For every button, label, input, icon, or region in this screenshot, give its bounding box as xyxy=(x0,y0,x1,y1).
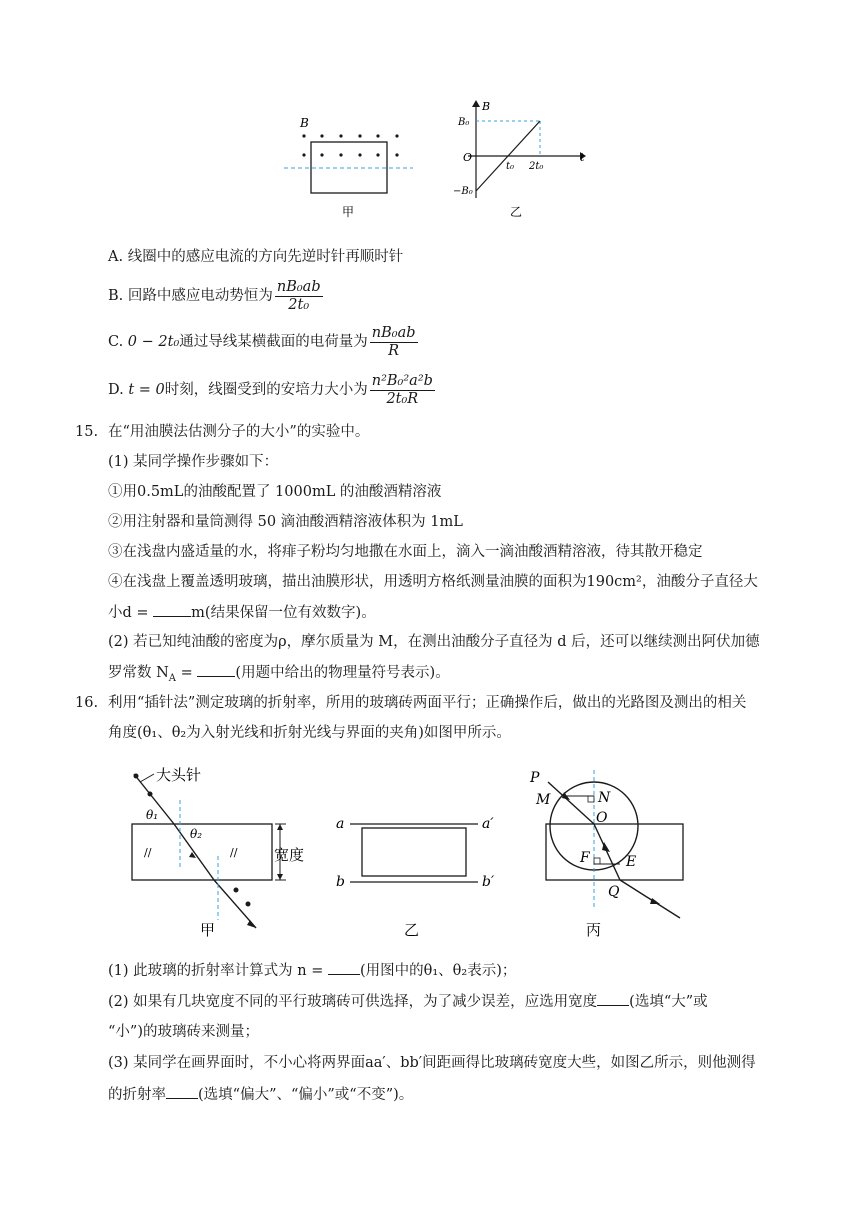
q15-step3: ③在浅盘内盛适量的水，将痱子粉均匀地撒在水面上，滴入一滴油酸酒精溶液，待其散开稳定 xyxy=(108,544,703,560)
label-E: E xyxy=(626,854,637,870)
caption-yi: 乙 xyxy=(510,205,523,219)
q16-intro-line2: 角度(θ₁、θ₂为入射光线和折射光线与界面的夹角)如图甲所示。 xyxy=(108,725,511,741)
caption-16-jia: 甲 xyxy=(200,921,216,939)
q15-step1: ①用0.5mL的油酸配置了 1000mL 的油酸酒精溶液 xyxy=(108,484,442,500)
option-C: C. 0 − 2t₀通过导线某横截面的电荷量为 $\frac{\text{nB₀ab}}{R}$ xyxy=(108,324,416,359)
label-a: a xyxy=(336,816,345,832)
figure-yi-graph xyxy=(453,100,586,219)
label-O: O xyxy=(596,810,608,826)
q15-step2: ②用注射器和量筒测得 50 滴油酸酒精溶液体积为 1mL xyxy=(108,514,463,530)
q15-number: 15. xyxy=(75,424,99,440)
theta2-label: θ₂ xyxy=(190,827,203,841)
theta1-label: θ₁ xyxy=(146,808,159,822)
pin-label: 大头针 xyxy=(156,766,202,784)
option-D: D. t = 0时刻，线圈受到的安培力大小为 $\frac{\text{n²B₀²a²b}}{\text{2t₀R}}$ xyxy=(108,372,433,407)
axis-label-t: t xyxy=(580,151,585,164)
fraction-B: $\frac{\text{nB₀ab}}{\text{2t₀}}$ xyxy=(276,278,321,313)
option-A: A. 线圈中的感应电流的方向先逆时针再顺时针 xyxy=(108,249,404,265)
tick-2t0: 2t₀ xyxy=(529,161,544,172)
tick-negB0: −B₀ xyxy=(453,186,473,197)
fraction-D: $\frac{\text{n²B₀²a²b}}{\text{2t₀R}}$ xyxy=(371,372,433,407)
answer-blank-refractive-index[interactable] xyxy=(328,960,360,975)
answer-blank-error[interactable] xyxy=(166,1084,198,1099)
q16-part1: (1) 此玻璃的折射率计算式为 n = (用图中的θ₁、θ₂表示)； xyxy=(108,960,516,981)
q15-step4-line1: ④在浅盘上覆盖透明玻璃，描出油膜形状，用透明方格纸测量油膜的面积为190cm²，油酸分子直径大 xyxy=(108,574,758,590)
q15-intro: 在“用油膜法估测分子的大小”的实验中。 xyxy=(108,424,370,440)
caption-jia: 甲 xyxy=(342,205,355,219)
q16-number: 16. xyxy=(75,695,99,711)
glass-block-yi xyxy=(362,828,466,876)
glass-block-bing xyxy=(546,824,683,880)
q16-figures xyxy=(120,760,720,950)
q16-part2-line1: (2) 如果有几块宽度不同的平行玻璃砖可供选择，为了减少误差，应选用宽度 (选填“大”或 xyxy=(108,991,708,1012)
field-dots xyxy=(302,134,398,156)
answer-blank-diameter[interactable] xyxy=(153,602,191,617)
label-b: b xyxy=(336,874,345,890)
q15-part1-title: (1) 某同学操作步骤如下： xyxy=(108,454,279,470)
q16-part3-line1: (3) 某同学在画界面时，不小心将两界面aa′、bb′间距画得比玻璃砖宽度大些，如图乙所示，则他测得 xyxy=(108,1055,756,1071)
q15-part2-line2: 罗常数 $N_A$ = (用题中给出的物理量符号表示)。 xyxy=(108,662,450,689)
label-P: P xyxy=(530,770,540,786)
answer-blank-width[interactable] xyxy=(597,991,629,1006)
caption-16-yi: 乙 xyxy=(404,921,420,939)
q16-part3-line2: 的折射率 (选填“偏大”、“偏小”或“不变”)。 xyxy=(108,1084,413,1105)
svg-text://: // xyxy=(144,846,152,859)
q16-part2-line2: “小”)的玻璃砖来测量； xyxy=(108,1024,259,1040)
label-b-prime: b′ xyxy=(482,874,495,890)
label-M: M xyxy=(536,792,551,808)
axis-label-B: B xyxy=(482,100,491,113)
origin-O: O xyxy=(463,151,473,164)
caption-16-bing: 丙 xyxy=(586,921,602,939)
q16-intro-line1: 利用“插针法”测定玻璃的折射率，所用的玻璃砖两面平行；正确操作后，做出的光路图及测出的相关 xyxy=(108,695,747,711)
label-N: N xyxy=(598,790,611,806)
figure-jia-coil xyxy=(284,116,413,219)
figure-16-bing xyxy=(529,770,683,939)
label-a-prime: a′ xyxy=(482,816,494,832)
label-F: F xyxy=(580,850,590,866)
fraction-C: $\frac{\text{nB₀ab}}{R}$ xyxy=(371,324,416,359)
width-label: 宽度 xyxy=(274,846,305,864)
tick-t0: t₀ xyxy=(506,161,515,172)
figure-16-jia xyxy=(132,766,304,939)
answer-blank-avogadro[interactable] xyxy=(197,662,235,677)
option-B: B. 回路中感应电动势恒为 $\frac{\text{nB₀ab}}{\text{2t₀}}$ xyxy=(108,278,321,313)
label-B-jia: B xyxy=(300,116,309,130)
top-figures xyxy=(270,95,600,225)
label-Q: Q xyxy=(608,884,620,900)
q15-part2-line1: (2) 若已知纯油酸的密度为ρ，摩尔质量为 M，在测出油酸分子直径为 d 后，还可以继续测出阿伏加德 xyxy=(108,634,760,650)
svg-text://: // xyxy=(230,846,238,859)
tick-B0: B₀ xyxy=(458,117,470,128)
q15-step4-line2: 小d = m(结果保留一位有效数字)。 xyxy=(108,602,376,623)
figure-16-yi xyxy=(336,816,495,939)
